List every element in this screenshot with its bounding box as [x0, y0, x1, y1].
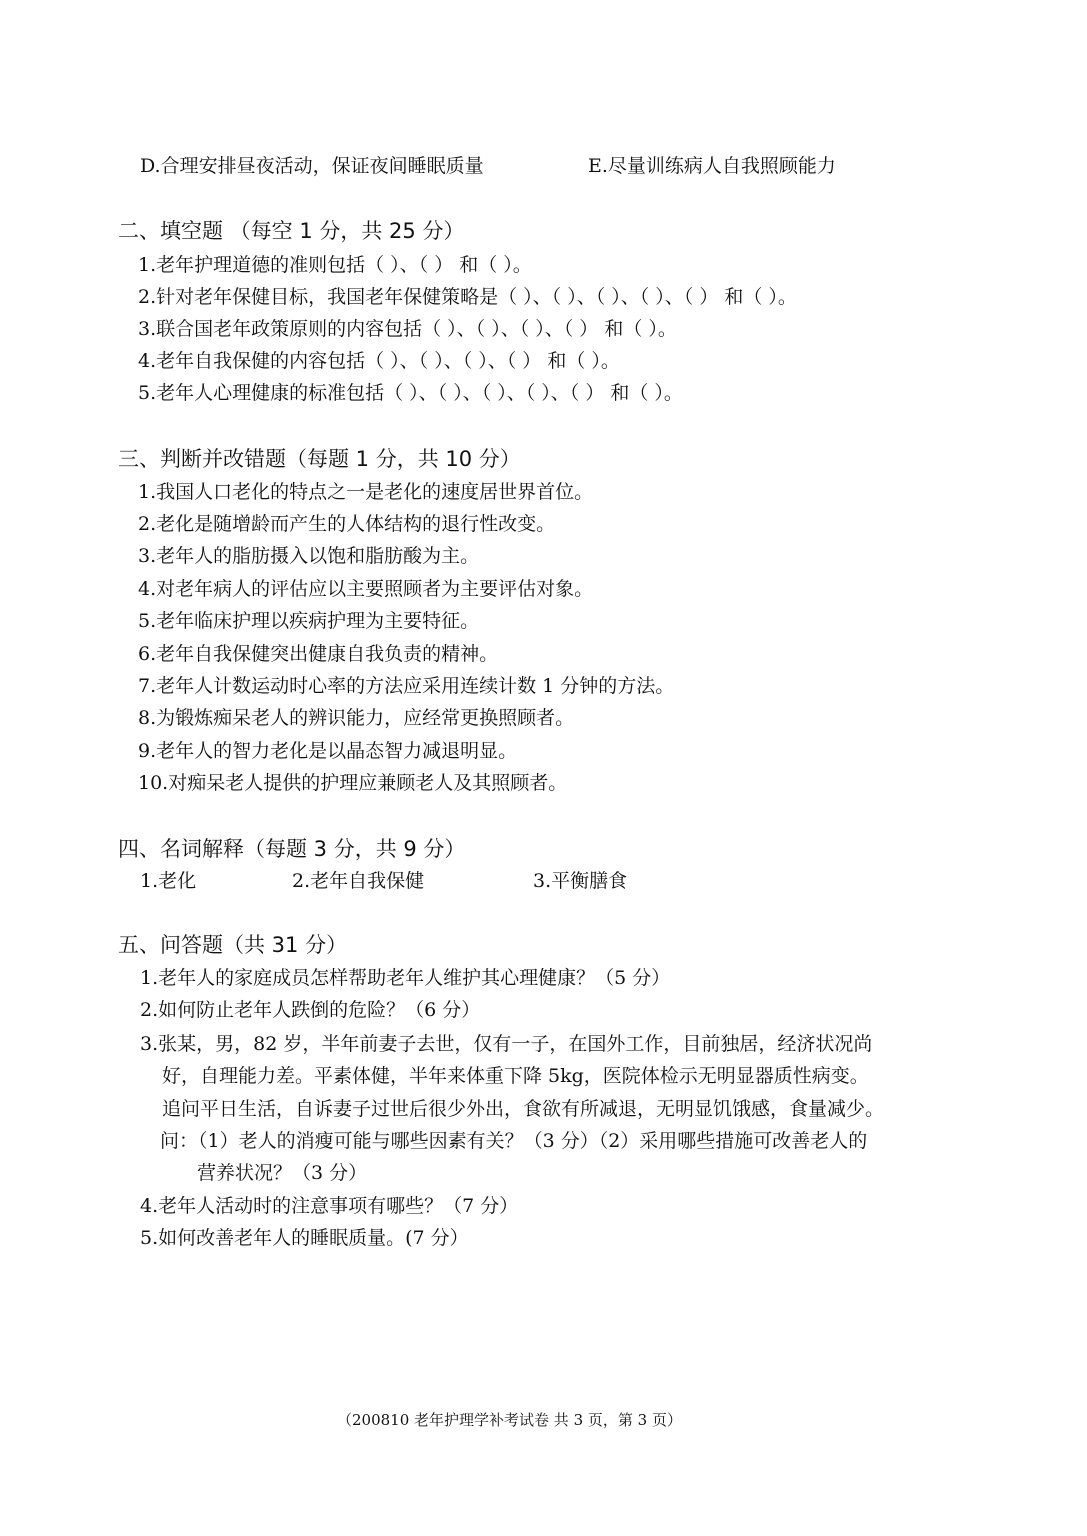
true-false-item: 6.老年自我保健突出健康自我负责的精神。: [138, 643, 499, 665]
short-answer-item: 2.如何防止老年人跌倒的危险？（6 分）: [140, 999, 481, 1021]
short-answer-item: 4.老年人活动时的注意事项有哪些？（7 分）: [140, 1195, 519, 1217]
fill-blank-item: 3.联合国老年政策原则的内容包括（ ）、（ ）、（ ）、（ ） 和（ ）。: [138, 318, 677, 340]
short-answer-item: 1.老年人的家庭成员怎样帮助老年人维护其心理健康？（5 分）: [140, 967, 671, 989]
fill-blank-item: 4.老年自我保健的内容包括（ ）、（ ）、（ ）、（ ） 和（ ）。: [138, 350, 620, 372]
page-footer: （200810 老年护理学补考试卷 共 3 页，第 3 页）: [337, 1411, 682, 1429]
true-false-item: 10.对痴呆老人提供的护理应兼顾老人及其照顾者。: [138, 772, 568, 794]
definition-item: 1.老化: [140, 870, 197, 892]
case-question-line: 好，自理能力差。平素体健，半年来体重下降 5kg，医院体检示无明显器质性病变。: [162, 1065, 869, 1087]
case-question-line: 3.张某，男，82 岁，半年前妻子去世，仅有一子，在国外工作，目前独居，经济状况尚: [140, 1033, 873, 1055]
section-heading-fill-blank: 二、填空题 （每空 1 分，共 25 分）: [118, 219, 465, 243]
true-false-item: 7.老年人计数运动时心率的方法应采用连续计数 1 分钟的方法。: [138, 675, 675, 697]
section-heading-definitions: 四、名词解释（每题 3 分，共 9 分）: [118, 837, 466, 861]
true-false-item: 8.为锻炼痴呆老人的辨识能力，应经常更换照顾者。: [138, 707, 575, 729]
true-false-item: 5.老年临床护理以疾病护理为主要特征。: [138, 610, 480, 632]
true-false-item: 9.老年人的智力老化是以晶态智力减退明显。: [138, 740, 518, 762]
true-false-item: 1.我国人口老化的特点之一是老化的速度居世界首位。: [138, 481, 594, 503]
fill-blank-item: 1.老年护理道德的准则包括（ ）、（ ） 和（ ）。: [138, 254, 532, 276]
definition-item: 2.老年自我保健: [292, 870, 425, 892]
fill-blank-item: 2.针对老年保健目标，我国老年保健策略是（ ）、（ ）、（ ）、（ ）、（ ） 和（ ）。: [138, 286, 797, 308]
fill-blank-item: 5.老年人心理健康的标准包括（ ）、（ ）、（ ）、（ ）、（ ） 和（ ）。: [138, 382, 683, 404]
true-false-item: 3.老年人的脂肪摄入以饱和脂肪酸为主。: [138, 545, 480, 567]
case-question-line: 追问平日生活，自诉妻子过世后很少外出，食欲有所减退，无明显饥饿感，食量减少。: [162, 1098, 885, 1120]
case-question-line: 营养状况？（3 分）: [197, 1162, 368, 1184]
option-e: E.尽量训练病人自我照顾能力: [588, 155, 836, 177]
short-answer-item: 5.如何改善老年人的睡眠质量。(7 分）: [140, 1227, 469, 1249]
case-question-line: 问：（1）老人的消瘦可能与哪些因素有关？（3 分）（2）采用哪些措施可改善老人的: [160, 1130, 868, 1152]
option-d: D.合理安排昼夜活动，保证夜间睡眠质量: [140, 155, 484, 177]
true-false-item: 4.对老年病人的评估应以主要照顾者为主要评估对象。: [138, 578, 594, 600]
section-heading-true-false: 三、判断并改错题（每题 1 分，共 10 分）: [118, 447, 521, 471]
section-heading-short-answer: 五、问答题（共 31 分）: [118, 933, 348, 957]
definition-item: 3.平衡膳食: [533, 870, 628, 892]
true-false-item: 2.老化是随增龄而产生的人体结构的退行性改变。: [138, 513, 556, 535]
